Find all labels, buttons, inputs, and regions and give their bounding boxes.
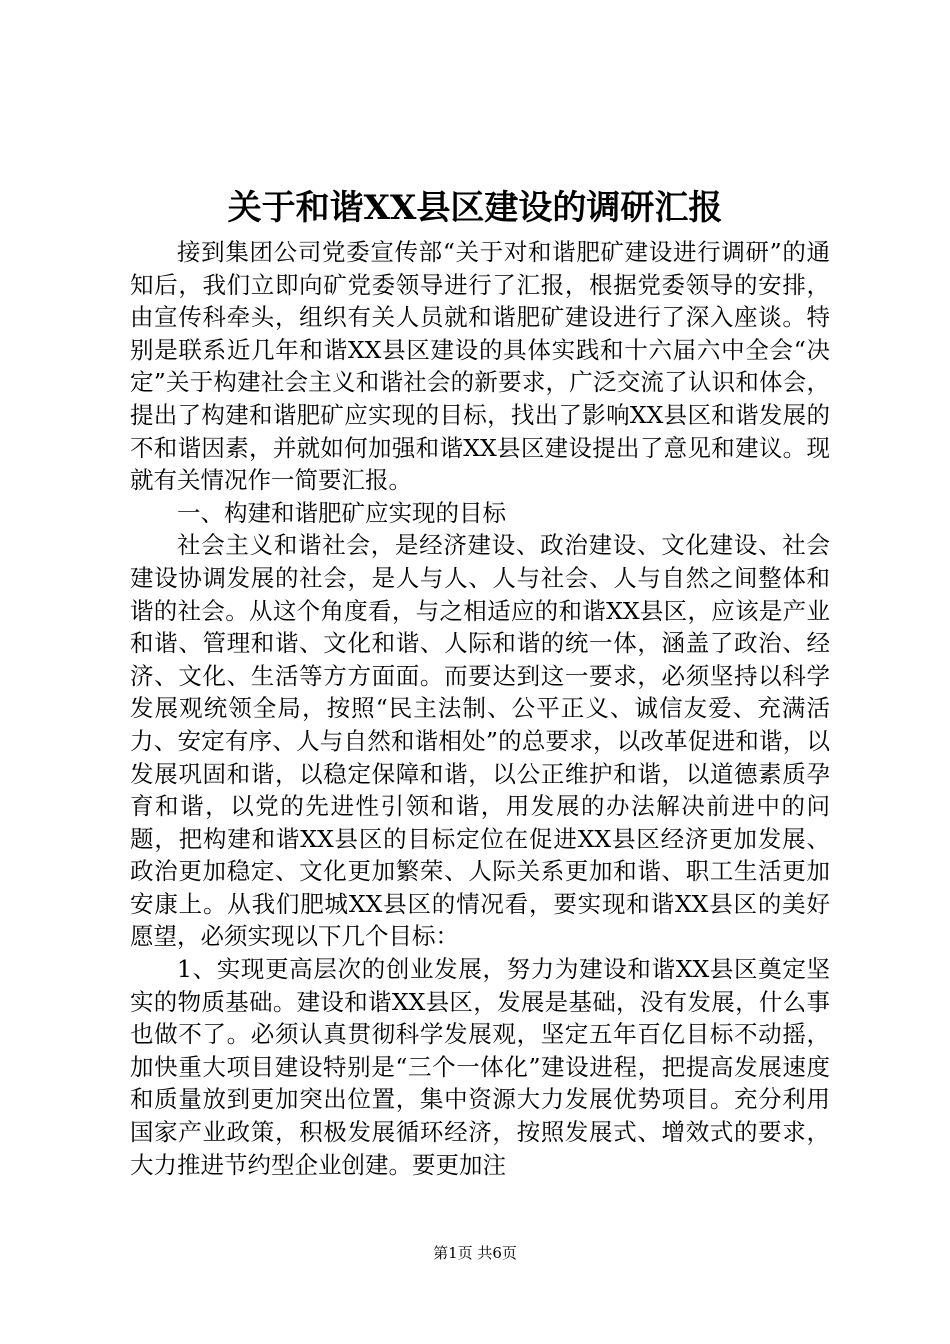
paragraph-item-1: 1、实现更高层次的创业发展，努力为建设和谐XX县区奠定坚实的物质基础。建设和谐XX县区，发展是基础，没有发展，什么事也做不了。必须认真贯彻科学发展观，坚定五年百亿目标不动摇，加快重大项目建设特别是“三个一体化”建设进程，把提高发展速度和质量放到更加突出位置，集中资源大力发展优势项目。充分利用国家产业政策，积极发展循环经济，按照发展式、增效式的要求，大力推进节约型企业创建。要更加注 bbox=[130, 955, 830, 1179]
paragraph-section-1: 社会主义和谐社会，是经济建设、政治建设、文化建设、社会建设协调发展的社会，是人与人、人与社会、人与自然之间整体和谐的社会。从这个角度看，与之相适应的和谐XX县区，应该是产业和谐、管理和谐、文化和谐、人际和谐的统一体，涵盖了政治、经济、文化、生活等方方面面。而要达到这一要求，必须坚持以科学发展观统领全局，按照“民主法制、公平正义、诚信友爱、充满活力、安定有序、人与自然和谐相处”的总要求，以改革促进和谐，以发展巩固和谐，以稳定保障和谐，以公正维护和谐，以道德素质孕育和谐，以党的先进性引领和谐，用发展的办法解决前进中的问题，把构建和谐XX县区的目标定位在促进XX县区经济更加发展、政治更加稳定、文化更加繁荣、人际关系更加和谐、职工生活更加安康上。从我们肥城XX县区的情况看，要实现和谐XX县区的美好愿望，必须实现以下几个目标： bbox=[130, 531, 830, 951]
page-number: 第1页 共6页 bbox=[433, 1244, 517, 1262]
paragraph-intro: 接到集团公司党委宣传部“关于对和谐肥矿建设进行调研”的通知后，我们立即向矿党委领导进行了汇报，根据党委领导的安排，由宣传科牵头，组织有关人员就和谐肥矿建设进行了深入座谈。特别是联系近几年和谐XX县区建设的具体实践和十六届六中全会“决定”关于构建社会主义和谐社会的新要求，广泛交流了认识和体会，提出了构建和谐肥矿应实现的目标，找出了影响XX县区和谐发展的不和谐因素，并就如何加强和谐XX县区建设提出了意见和建议。现就有关情况作一简要汇报。 bbox=[130, 238, 830, 495]
document-title: 关于和谐XX县区建设的调研汇报 bbox=[227, 188, 723, 228]
document-body bbox=[130, 236, 830, 1181]
section-heading-1: 一、构建和谐肥矿应实现的目标 bbox=[177, 498, 506, 527]
